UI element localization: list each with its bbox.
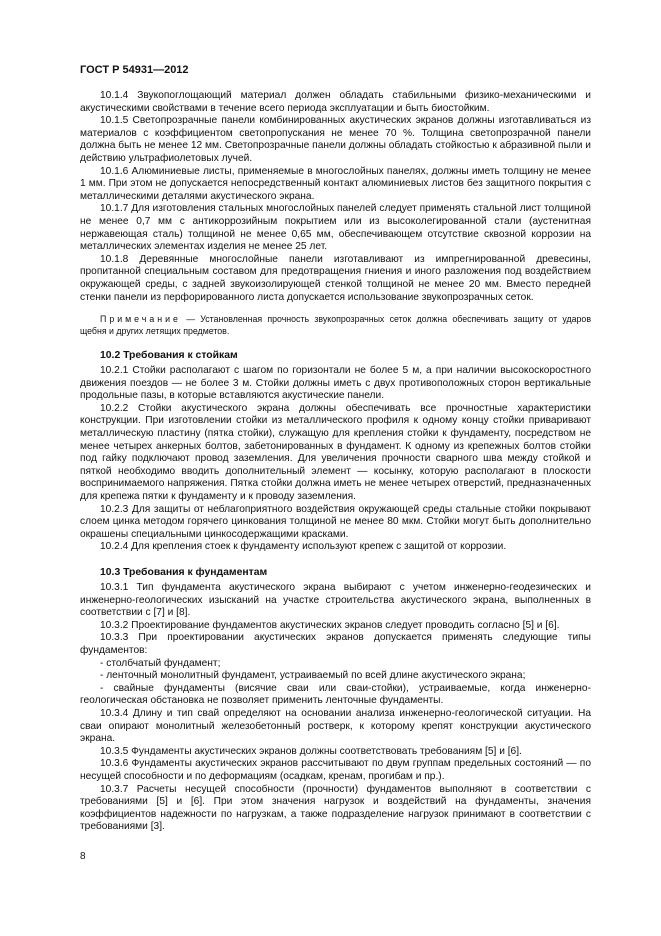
paragraph-10-3-2: 10.3.2 Проектирование фундаментов акустических экранов следует проводить согласно [5] и [6].	[100, 619, 560, 631]
paragraph-10-3-5: 10.3.5 Фундаменты акустических экранов должны соответствовать требованиям [5] и [6].	[100, 745, 522, 757]
paragraph-10-1-6: 10.1.6 Алюминиевые листы, применяемые в многослойных панелях, должны иметь толщину не менее 1 мм. При этом не допускается непосредственный контакт алюминиевых листов без защитного покрытия с металлическими деталями акустического экрана.	[80, 165, 591, 202]
page-body	[80, 90, 591, 834]
paragraph-10-1-4: 10.1.4 Звукопоглощающий материал должен обладать стабильными физико-механическими и акустическими свойствами в течение всего периода эксплуатации и быть биостойким.	[80, 90, 591, 114]
paragraph-10-3-6: 10.3.6 Фундаменты акустических экранов рассчитывают по двум группам предельных состояний — по несущей способности и по деформациям (осадкам, кренам, прогибам и пр.).	[80, 758, 591, 782]
list-item: - столбчатый фундамент;	[100, 657, 221, 669]
section-heading-10-2: 10.2 Требования к стойкам	[100, 350, 238, 362]
page-number: 8	[80, 851, 86, 862]
note	[80, 313, 591, 337]
section-heading-10-3: 10.3 Требования к фундаментам	[100, 567, 268, 578]
paragraph-10-2-3: 10.2.3 Для защиты от неблагоприятного воздействия окружающей среды стальные стойки покрывают слоем цинка методом горячего цинкования толщиной не менее 80 мкм. Стойки могут быть дополнительно окрашены специальными цинкосодержащими красками.	[80, 503, 591, 540]
note-label: Примечание	[100, 314, 181, 325]
paragraph-10-2-1: 10.2.1 Стойки располагают с шагом по горизонтали не более 5 м, а при наличии высокоскоростного движения поездов — не более 3 м. Стойки должны иметь с двух противоположных сторон вертикальные продольные пазы, в которые вставляются акустические панели.	[80, 365, 591, 402]
paragraph-10-1-8: 10.1.8 Деревянные многослойные панели изготавливают из импрегнированной древесины, пропитанной специальным составом для предотвращения гниения и иного разложения под воздействием окружающей среды, с задней звукоизолирующей стенкой толщиной не менее 20 мм. Вместо передней стенки панели из перфорированного листа допускается использование звукопрозрачных сеток.	[80, 253, 591, 303]
list-item: - свайные фундаменты (висячие сваи или сваи-стойки), устраиваемые, когда инженерно-геологическая обстановка не позволяет применить ленточные фундаменты.	[80, 682, 591, 707]
note-text: — Установленная прочность звукопрозрачных сеток должна обеспечивать защиту от ударов щебня и других летящих предметов.	[80, 314, 591, 337]
document-header: ГОСТ Р 54931—2012	[80, 64, 189, 76]
paragraph-10-3-7: 10.3.7 Расчеты несущей способности (прочности) фундаментов выполняют в соответствии с требованиями [5] и [6]. При этом значения нагрузок и воздействий на фундаменты, значения коэффициентов надежности по нагрузкам, а также подразделение нагрузок принимают в соответствии с требованиями [3].	[80, 783, 591, 833]
paragraph-10-1-5: 10.1.5 Светопрозрачные панели комбинированных акустических экранов должны изготавливаться из материалов с коэффициентом светопропускания не менее 70 %. Толщина светопрозрачной панели должна быть не менее 12 мм. Светопрозрачные панели должны обладать стойкостью к абразивной пыли и действию ультрафиолетовых лучей.	[80, 115, 591, 164]
paragraph-10-3-4: 10.3.4 Длину и тип свай определяют на основании анализа инженерно-геологической ситуации. На сваи опирают монолитный железобетонный ростверк, к которому крепят конструкции акустического экрана.	[80, 707, 591, 745]
list-item: - ленточный монолитный фундамент, устраиваемый по всей длине акустического экрана;	[100, 670, 526, 682]
paragraph-10-2-2: 10.2.2 Стойки акустического экрана должны обеспечивать все прочностные характеристики конструкции. При изготовлении стойки из металлического профиля к одному концу стойки приваривают металлическую пластину (пятка стойки), служащую для крепления стойки к фундаменту, посредством не менее четырех анкерных болтов, забетонированных в фундамент. К одному из крепежных болтов стойки под гайку подключают провод заземления. Для увеличения прочности сварного шва между стойкой и пяткой необходимо вводить дополнительный элемент — косынку, которую располагают в плоскости воспринимаемого напряжения. Пятка стойки должна иметь не менее четырех отверстий, предназначенных для крепежа пятки к фундаменту и к проводу заземления.	[80, 402, 591, 503]
paragraph-10-1-7: 10.1.7 Для изготовления стальных многослойных панелей следует применять стальной лист толщиной не менее 0,7 мм с антикоррозийным покрытием или из высоколегированной стали (аустенитная нержавеющая сталь) толщиной не менее 0,65 мм, обеспечивающем отсутствие сквозной коррозии на металлических элементах изделия не менее 25 лет.	[80, 203, 591, 253]
paragraph-10-3-3: 10.3.3 При проектировании акустических экранов допускается применять следующие типы фундаментов:	[80, 632, 591, 656]
paragraph-10-3-1: 10.3.1 Тип фундамента акустического экрана выбирают с учетом инженерно-геодезических и инженерно-геологических изысканий на участке строительства акустического экрана, выполненных в соответствии с [7] и [8].	[80, 582, 591, 619]
paragraph-10-2-4: 10.2.4 Для крепления стоек к фундаменту используют крепеж с защитой от коррозии.	[100, 541, 507, 553]
